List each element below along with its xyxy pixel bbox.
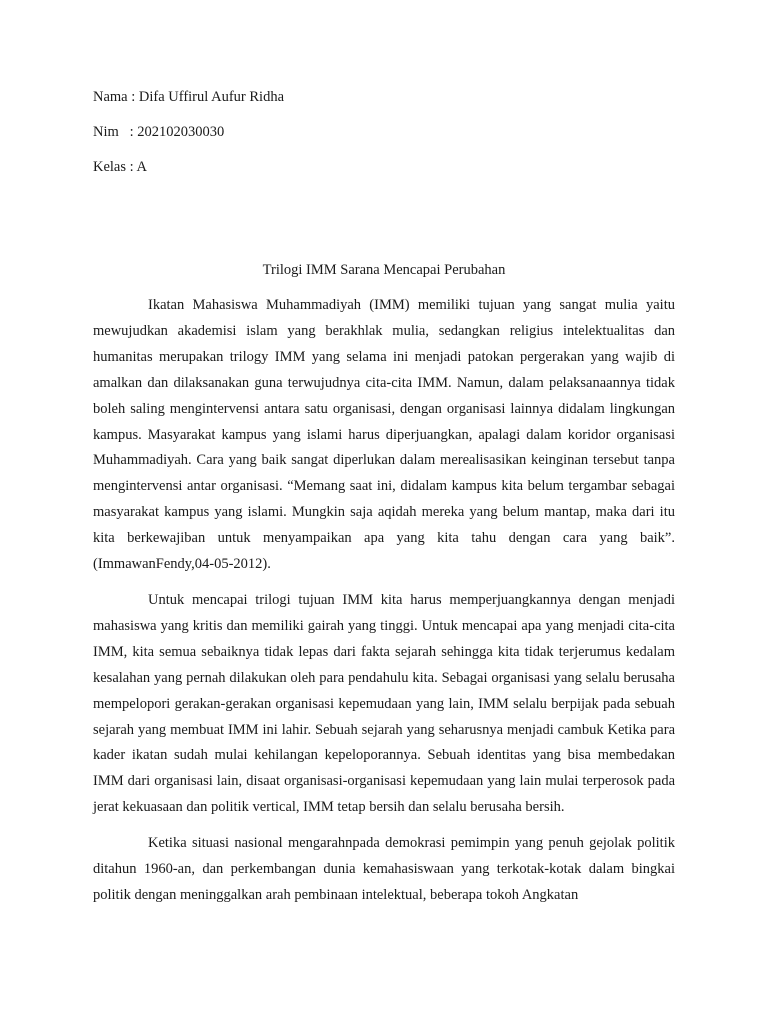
paragraph-3: Ketika situasi nasional mengarahnpada demokrasi pemimpin yang penuh gejolak politik ditahun 1960-an, dan perkembangan dunia kemahasiswaan yang terkotak-kotak dalam bingkai politik dengan meninggalkan arah pembinaan intelektual, beberapa tokoh Angkatan [93, 835, 675, 903]
student-nim: Nim : 202102030030 [93, 124, 225, 140]
essay-title: Trilogi IMM Sarana Mencapai Perubahan [262, 262, 506, 278]
paragraph-1: Ikatan Mahasiswa Muhammadiyah (IMM) memiliki tujuan yang sangat mulia yaitu mewujudkan akademisi islam yang berakhlak mulia, sedangkan religius intelektualitas dan humanitas merupakan trilogy IMM yang selama ini menjadi patokan pergerakan yang wajib di amalkan dan dilaksanakan guna terwujudnya cita-cita IMM. Namun, dalam pelaksanaannya tidak boleh saling mengintervensi antara satu organisasi, dengan organisasi lainnya didalam lingkungan kampus. Masyarakat kampus yang islami harus diperjuangkan, apalagi dalam koridor organisasi Muhammadiyah. Cara yang baik sangat diperlukan dalam merealisasikan keinginan tersebut tanpa mengintervensi antar organisasi. “Memang saat ini, didalam kampus kita belum tergambar sebagai masyarakat kampus yang islami. Mungkin saja aqidah mereka yang belum mantap, maka dari itu kita berkewajiban untuk menyampaikan apa yang kita tahu dengan cara yang baik”. (ImmawanFendy,04-05-2012). [93, 297, 675, 573]
essay-body [93, 293, 675, 919]
student-class: Kelas : A [93, 159, 147, 175]
paragraph-2: Untuk mencapai trilogi tujuan IMM kita harus memperjuangkannya dengan menjadi mahasiswa yang kritis dan memiliki gairah yang tinggi. Untuk mencapai apa yang menjadi cita-cita IMM, kita semua sebaiknya tidak lepas dari fakta sejarah sehingga kita tidak terjerumus kedalam kesalahan yang pernah dilakukan oleh para pendahulu kita. Sebagai organisasi yang selalu berusaha mempelopori gerakan-gerakan organisasi kepemudaan yang lain, IMM selalu berpijak pada sebuah sejarah yang membuat IMM ini lahir. Sebuah sejarah yang seharusnya menjadi cambuk Ketika para kader ikatan sudah mulai kehilangan kepeloporannya. Sebuah identitas yang bisa membedakan IMM dari organisasi lain, disaat organisasi-organisasi kepemudaan yang lain mulai terperosok pada jerat kekuasaan dan politik vertical, IMM tetap bersih dan selalu berusaha bersih. [93, 591, 675, 816]
student-name: Nama : Difa Uffirul Aufur Ridha [93, 89, 285, 105]
